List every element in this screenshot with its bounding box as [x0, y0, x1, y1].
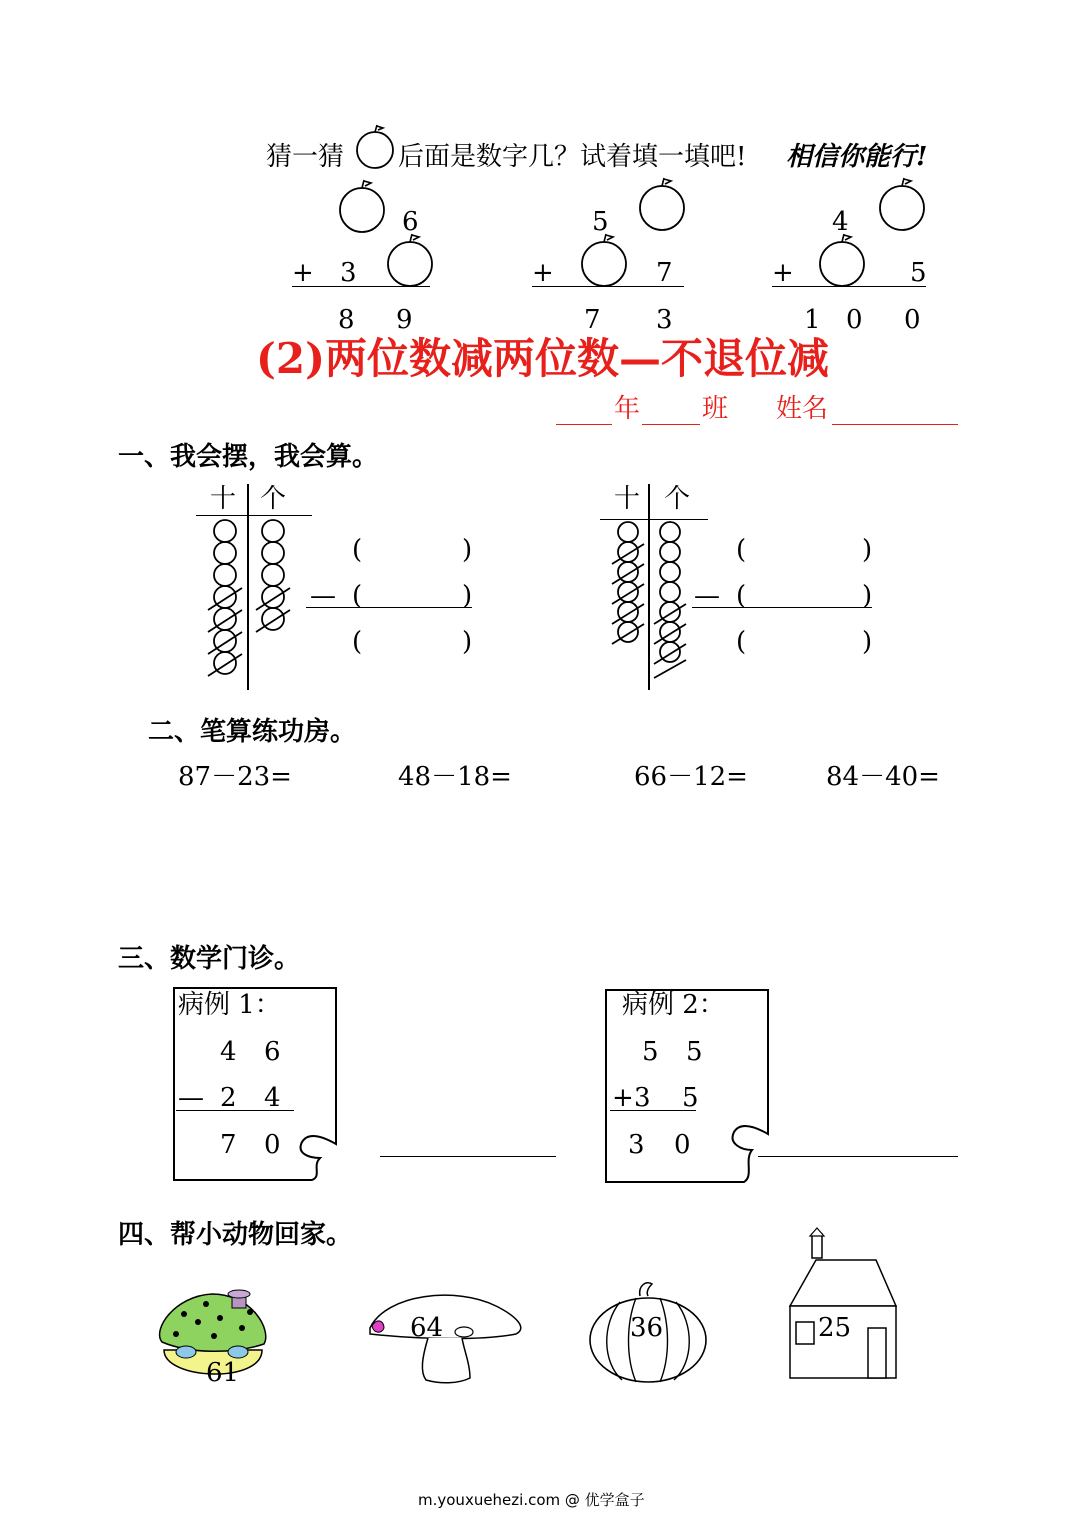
- section1-heading: 一、我会摆，我会算。: [118, 442, 379, 472]
- class-blank[interactable]: [642, 424, 700, 425]
- apple-problem-2-top: 5: [592, 207, 609, 237]
- abacus-1-paren-close-1: ): [462, 535, 473, 565]
- section2-heading: 二、笔算练功房。: [148, 717, 357, 747]
- case-1-row2-ones: 4: [264, 1083, 281, 1113]
- tens-label: 十: [210, 484, 237, 514]
- apple-problem-2-addend: 7: [656, 258, 673, 288]
- case-2-result-ones: 0: [674, 1130, 691, 1160]
- abacus-2-paren-close-3: ): [862, 627, 873, 657]
- page-title: (2)两位数减两位数—不退位减: [256, 334, 829, 383]
- abacus-1-paren-open-1: (: [352, 535, 363, 565]
- ones-label: 个: [260, 484, 287, 514]
- apple-icon: [354, 124, 400, 170]
- apple-icon: [636, 176, 692, 232]
- apple-icon: [384, 232, 440, 288]
- footer-text: m.youxuehezi.com @ 优学盒子: [418, 1491, 645, 1509]
- case-2-correction-blank[interactable]: [758, 1156, 958, 1157]
- name-label: 姓名: [776, 394, 829, 424]
- written-problem-1: 87－23=: [178, 762, 292, 792]
- abacus-1-minus: —: [310, 581, 336, 611]
- abacus-1-beads: [200, 516, 310, 676]
- apple-icon: [876, 176, 932, 232]
- abacus-2-paren-open-1: (: [736, 535, 747, 565]
- case-1-correction-blank[interactable]: [380, 1156, 556, 1157]
- intro-text-before: 猜一猜: [266, 142, 345, 172]
- case-2-result-tens: 3: [628, 1130, 645, 1160]
- intro-encourage: 相信你能行!: [786, 142, 928, 172]
- apple-problem-3-line: [772, 286, 926, 287]
- house-label-3: 36: [630, 1313, 664, 1343]
- tens-label: 十: [614, 484, 641, 514]
- section3-heading: 三、数学门诊。: [118, 944, 301, 974]
- apple-problem-2-answer-tens: 7: [584, 305, 601, 335]
- grade-label: 年: [614, 394, 641, 424]
- apple-problem-3-answer-ones: 0: [904, 305, 921, 335]
- apple-problem-3-answer-hundreds: 1: [804, 305, 821, 335]
- grade-blank[interactable]: [556, 424, 612, 425]
- apple-problem-1-line: [292, 286, 430, 287]
- apple-problem-1-addend: 3: [340, 258, 357, 288]
- case-2-row1-tens: 5: [642, 1037, 659, 1067]
- written-problem-4: 84－40=: [826, 762, 940, 792]
- apple-problem-1-answer-ones: 9: [396, 305, 413, 335]
- abacus-2-paren-close-1: ): [862, 535, 873, 565]
- abacus-1-answer-line: [306, 607, 472, 608]
- abacus-2-answer-line: [692, 607, 872, 608]
- case-2-label: 病例 2：: [622, 990, 725, 1020]
- house-label-2: 64: [410, 1313, 444, 1343]
- ones-label: 个: [664, 484, 691, 514]
- mushroom-icon[interactable]: [366, 1288, 526, 1384]
- name-blank[interactable]: [832, 424, 958, 425]
- apple-problem-2-line: [532, 286, 684, 287]
- case-1-row2-tens: 2: [220, 1083, 237, 1113]
- apple-icon: [816, 232, 872, 288]
- apple-problem-1-plus: +: [292, 258, 314, 288]
- abacus-2-paren-open-2: (: [736, 581, 747, 611]
- case-1-line: [176, 1110, 294, 1111]
- case-2-row2-tens: 3: [634, 1083, 651, 1113]
- apple-icon: [336, 178, 392, 234]
- apple-problem-3-answer-tens: 0: [846, 305, 863, 335]
- case-1-result-tens: 7: [220, 1130, 237, 1160]
- case-2-row1-ones: 5: [686, 1037, 703, 1067]
- case-2-row2-ones: 5: [682, 1083, 699, 1113]
- case-1-op: —: [178, 1083, 204, 1113]
- house-label-1: 61: [206, 1358, 240, 1388]
- case-2-op: +: [612, 1083, 634, 1113]
- abacus-2-paren-close-2: ): [862, 581, 873, 611]
- apple-icon: [578, 232, 634, 288]
- abacus-2-paren-open-3: (: [736, 627, 747, 657]
- class-label: 班: [702, 394, 729, 424]
- case-1-row1-ones: 6: [264, 1037, 281, 1067]
- apple-problem-3-plus: +: [772, 258, 794, 288]
- abacus-1-paren-close-2: ): [462, 581, 473, 611]
- case-2-line: [610, 1110, 696, 1111]
- case-1-result-ones: 0: [264, 1130, 281, 1160]
- case-1-row1-tens: 4: [220, 1037, 237, 1067]
- apple-problem-2-plus: +: [532, 258, 554, 288]
- house-label-4: 25: [818, 1313, 852, 1343]
- apple-problem-1-top: 6: [402, 207, 419, 237]
- section4-heading: 四、帮小动物回家。: [118, 1220, 353, 1250]
- apple-problem-3-addend: 5: [910, 258, 927, 288]
- abacus-2-minus: —: [694, 581, 720, 611]
- written-problem-3: 66－12=: [634, 762, 748, 792]
- apple-problem-2-answer-ones: 3: [656, 305, 673, 335]
- written-problem-2: 48－18=: [398, 762, 512, 792]
- abacus-1-paren-close-3: ): [462, 627, 473, 657]
- apple-problem-3-top: 4: [832, 207, 849, 237]
- house-icon[interactable]: [786, 1228, 900, 1380]
- intro-text-after: 后面是数字几？试着填一填吧!: [398, 142, 747, 172]
- abacus-1-paren-open-2: (: [352, 581, 363, 611]
- apple-problem-1-answer-tens: 8: [338, 305, 355, 335]
- case-1-label: 病例 1：: [178, 990, 281, 1020]
- abacus-1-paren-open-3: (: [352, 627, 363, 657]
